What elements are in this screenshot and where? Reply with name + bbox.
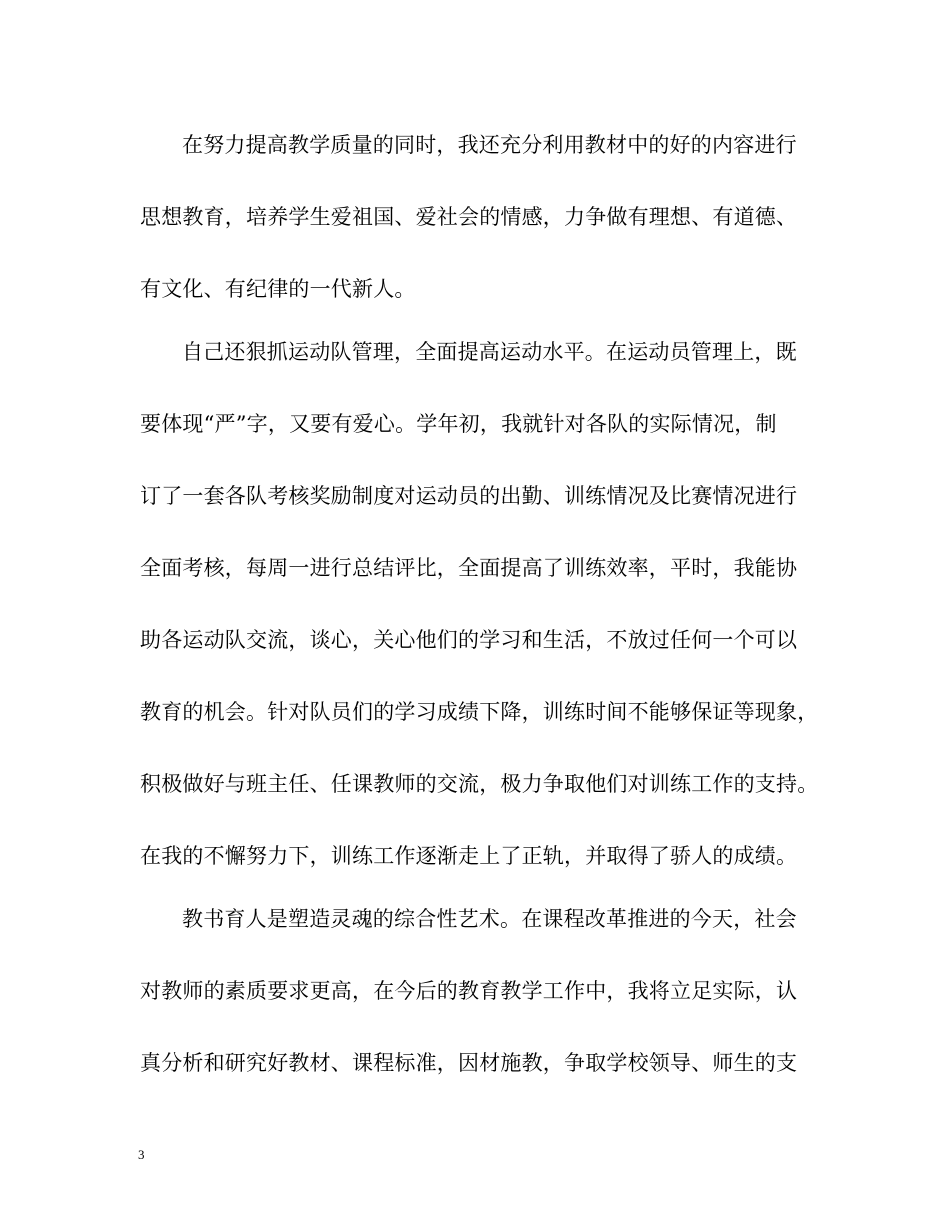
paragraph-2-line-6: 教育的机会。针对队员们的学习成绩下降，训练时间不能够保证等现象，: [140, 700, 819, 724]
paragraph-1-line-2: 思想教育，培养学生爱祖国、爱社会的情感，力争做有理想、有道德、: [140, 205, 798, 229]
paragraph-2-line-3: 订了一套各队考核奖励制度对运动员的出勤、训练情况及比赛情况进行: [140, 484, 798, 508]
paragraph-1-line-3: 有文化、有纪律的一代新人。: [140, 277, 416, 301]
paragraph-2-line-8: 在我的不懈努力下，训练工作逐渐走上了正轨，并取得了骄人的成绩。: [140, 844, 798, 868]
paragraph-2-line-2: 要体现“严”字，又要有爱心。学年初，我就针对各队的实际情况，制: [140, 412, 777, 436]
paragraph-2-line-1: 自己还狠抓运动队管理，全面提高运动水平。在运动员管理上，既: [182, 340, 797, 364]
paragraph-3-line-3: 真分析和研究好教材、课程标准，因材施教，争取学校领导、师生的支: [140, 1051, 798, 1075]
paragraph-1-line-1: 在努力提高教学质量的同时，我还充分利用教材中的好的内容进行: [182, 133, 797, 157]
paragraph-2-line-4: 全面考核，每周一进行总结评比，全面提高了训练效率，平时，我能协: [140, 556, 798, 580]
paragraph-3-line-1: 教书育人是塑造灵魂的综合性艺术。在课程改革推进的今天，社会: [182, 907, 797, 931]
paragraph-2-line-5: 助各运动队交流，谈心，关心他们的学习和生活，不放过任何一个可以: [140, 628, 798, 652]
paragraph-3-line-2: 对教师的素质要求更高，在今后的教育教学工作中，我将立足实际，认: [140, 979, 798, 1003]
paragraph-2-line-7: 积极做好与班主任、任课教师的交流，极力争取他们对训练工作的支持。: [140, 772, 819, 796]
page-number: 3: [138, 1147, 145, 1162]
